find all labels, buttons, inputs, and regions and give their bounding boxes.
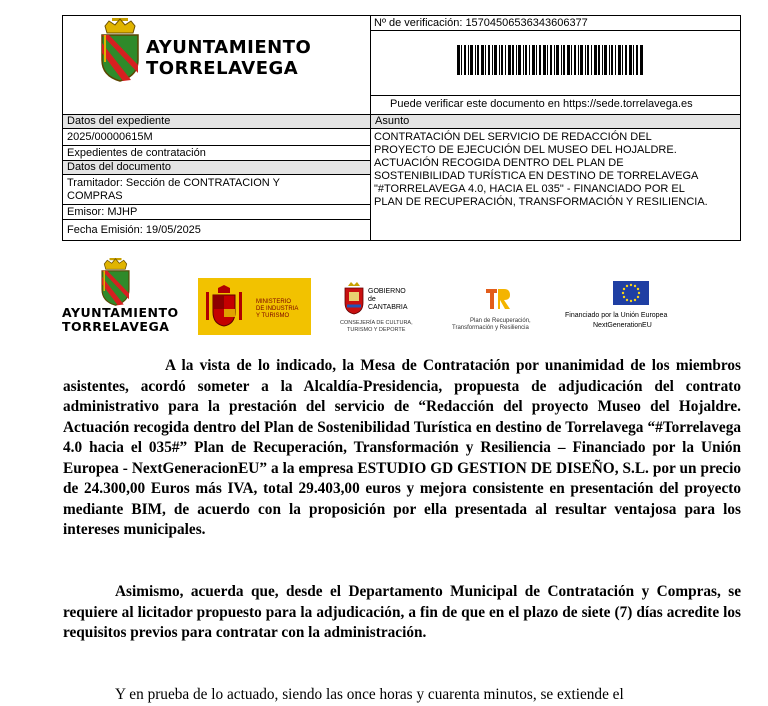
header-city-name-line1: AYUNTAMIENTO — [146, 37, 312, 58]
city-crest-icon — [99, 258, 132, 306]
datos-documento-header: Datos del documento — [63, 161, 370, 174]
expediente-type: Expedientes de contratación — [67, 147, 206, 159]
asunto-header: Asunto — [371, 115, 740, 128]
gobierno-sub2: TURISMO Y DEPORTE — [347, 327, 406, 333]
spain-crest-icon — [204, 284, 244, 328]
tramitador: Tramitador: Sección de CONTRATACION Y COMPRAS — [67, 177, 280, 202]
row-divider — [370, 128, 741, 129]
verification-number: Nº de verificación: 15704506536343606377 — [374, 17, 588, 29]
plan-line2: Transformación y Resiliencia — [452, 325, 529, 331]
ministerio-text-1: MINISTERIO — [256, 299, 292, 305]
row-divider — [62, 145, 371, 146]
plan-tr-icon — [484, 287, 512, 313]
ministerio-logo — [198, 278, 311, 335]
header-city-name-line2: TORRELAVEGA — [146, 58, 299, 79]
row-divider — [62, 128, 371, 129]
eu-line2: NextGenerationEU — [593, 322, 652, 329]
row-divider — [62, 219, 371, 220]
paragraph-3: Y en prueba de lo actuado, siendo las once horas y cuarenta minutos, se extiende el — [115, 686, 624, 703]
eu-line1: Financiado por la Unión Europea — [565, 312, 668, 319]
barcode — [457, 45, 643, 75]
emisor: Emisor: MJHP — [67, 206, 138, 218]
asunto-text: CONTRATACIÓN DEL SERVICIO DE REDACCIÓN DEL PROYECTO DE EJECUCIÓN DEL MUSEO DEL HOJALDRE. ACTUACIÓN RECOGIDA DENTRO DEL PLAN DE SOSTENIBILIDAD TURÍSTICA EN DESTINO DE TORRELAVEGA "#TORRELAVEGA 4.0, HACIA EL 035" - FINANCIADO POR EL PLAN DE RECUPERACIÓN, TRANSFORMACIÓN Y RESILIENCIA. — [374, 131, 708, 208]
fecha-emision: Fecha Emisión: 19/05/2025 — [67, 224, 201, 236]
expediente-number: 2025/00000615M — [67, 131, 153, 143]
row-divider — [62, 174, 371, 175]
gobierno-line1: GOBIERNO — [368, 288, 406, 295]
gobierno-sub1: CONSEJERÍA DE CULTURA, — [340, 320, 413, 326]
row-divider — [62, 204, 371, 205]
plan-line1: Plan de Recuperación, — [470, 318, 531, 324]
city-crest-icon — [99, 18, 141, 82]
gobierno-line2: de — [368, 296, 376, 303]
logos-city-name-line1: AYUNTAMIENTO — [62, 305, 179, 320]
logos-city-name-line2: TORRELAVEGA — [62, 319, 170, 334]
ministerio-text-3: Y TURISMO — [256, 313, 290, 319]
verification-divider-2 — [370, 95, 741, 96]
gobierno-line3: CANTABRIA — [368, 304, 408, 311]
cantabria-crest-icon — [343, 281, 365, 315]
verification-divider — [370, 30, 741, 31]
datos-expediente-header: Datos del expediente — [63, 115, 370, 128]
paragraph-1: A la vista de lo indicado, la Mesa de Contratación por unanimidad de los miembros asistentes, acordó someter a la Alcaldía-Presidencia, propuesta de adjudicación del contrato administrativo para la prestación del servicio de “Redacción del proyecto Museo del Hojaldre. Actuación recogida dentro del Plan de Sostenibilidad Turística en destino de Torrelavega “#Torrelavega 4.0 hacia el 035#” Plan de Recuperación, Transformación y Resiliencia – Financiado por la Unión Europea - NextGeneracionEU” a la empresa ESTUDIO GD GESTION DE DISEÑO, S.L. por un precio de 24.300,00 Euros más IVA, total 29.403,00 euros y mejora consistente en presentación del proyecto mediante BIM, de acuerdo con la proposición por ella presentada al resultar ventajosa para los intereses municipales. — [63, 357, 741, 538]
verification-url-text: Puede verificar este documento en https://sede.torrelavega.es — [390, 98, 693, 110]
eu-flag-icon — [613, 281, 649, 305]
ministerio-text-2: DE INDUSTRIA — [256, 306, 299, 312]
paragraph-2: Asimismo, acuerda que, desde el Departamento Municipal de Contratación y Compras, se requiere al licitador propuesto para la adjudicación, a fin de que en el plazo de siete (7) días acredite los requisitos previos para contratar con la administración. — [63, 583, 741, 641]
